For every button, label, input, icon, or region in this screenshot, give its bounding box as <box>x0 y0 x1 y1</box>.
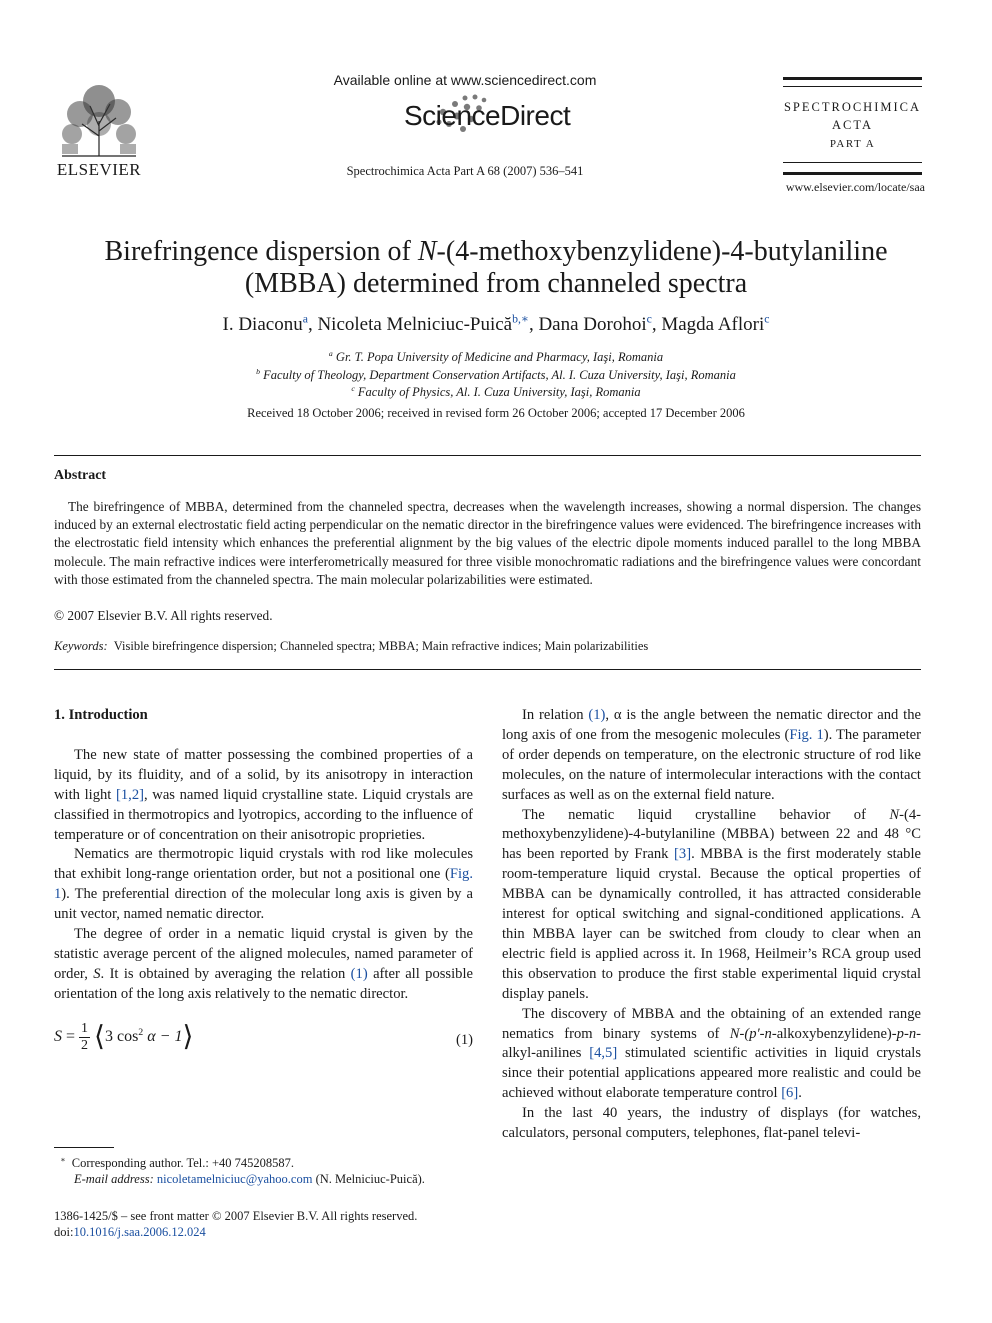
doi-label: doi: <box>54 1225 74 1239</box>
publisher-name: ELSEVIER <box>56 160 142 179</box>
author-affil-link[interactable]: a <box>302 312 308 326</box>
right-column <box>502 706 921 1144</box>
email-note <box>74 1171 493 1187</box>
keywords <box>54 639 921 654</box>
author-name: Magda Aflori <box>661 314 765 335</box>
abstract-text: The birefringence of MBBA, determined from the channeled spectra, decreases when the wavelength increases, showing a normal dispersion. The changes induced by an external electrostatic field acting perpendicular on the nematic director in the birefringence values were evidenced. The birefringence increases with the electrostatic field intensity which enhances the preferential alignment by the big values of the electric dipole moments induced parallel to the long MBBA molecule. The main refractive indices were interferometrically measured for three visible monochromatic radiations and the birefringence values were concordant with those estimated from the channeled spectra. The main molecular polarizabilities were estimated. <box>54 499 921 587</box>
affiliation-text: Gr. T. Popa University of Medicine and Pharmacy, Iaşi, Romania <box>335 350 664 364</box>
equation-1 <box>54 1015 473 1073</box>
footnote-text: Corresponding author. Tel.: +40 745208587. <box>71 1156 295 1170</box>
journal-logo-line1: SPECTROCHIMICA <box>783 100 922 114</box>
email-link[interactable]: nicoletamelniciuc@yahoo.com <box>156 1172 313 1186</box>
paragraph: In relation (1), α is the angle between the nematic director and the long axis of one from the mesogenic molecules (Fig. 1). The parameter of order depends on temperature, on the electronic structure of rod like molecules, on the nature of intermolecular interactions with the contact surfaces as well as on the external field nature. <box>502 707 922 803</box>
footnote-mark: ∗ <box>60 1154 66 1164</box>
keywords-list: Visible birefringence dispersion; Channeled spectra; MBBA; Main refractive indices; Main polarizabilities <box>113 639 649 653</box>
journal-logo-rule <box>783 162 922 163</box>
corresponding-author-note <box>54 1155 473 1171</box>
affiliation-mark: c <box>351 383 355 393</box>
author-name: I. Diaconu <box>222 314 303 335</box>
title-part: -(4-methoxybenzylidene)-4-butylaniline <box>436 236 888 267</box>
affiliation-mark: a <box>328 348 333 358</box>
citation-link[interactable]: [4,5] <box>589 1045 618 1062</box>
paragraph: The discovery of MBBA and the obtaining of an extended range nematics from binary systems of N-(p′-n-alkoxybenzylidene)-p-n-alkyl-anilines [4,5] stimulated scientific activities in liquid crystals since their potential applications appeared more realistic and could be achieved without elaborate temperature control [6]. <box>502 1005 921 1102</box>
keywords-label: Keywords: <box>54 639 108 653</box>
journal-logo-line2: ACTA <box>831 118 874 132</box>
author-name: Dana Dorohoi <box>538 314 647 335</box>
journal-logo-part: PART A <box>829 138 876 150</box>
paragraph: The degree of order in a nematic liquid crystal is given by the statistic average percent of the aligned molecules, named parameter of order, S. It is obtained by averaging the relation (1) after all possible orientation of the long axis relatively to the nematic director. <box>54 926 473 1002</box>
received-dates: Received 18 October 2006; received in revised form 26 October 2006; accepted 17 December 2006 <box>247 406 745 420</box>
paragraph: The nematic liquid crystalline behavior of N-(4-methoxybenzylidene)-4-butylaniline (MBBA) between 22 and 48 °C has been reported by Frank [3]. MBBA is the first moderately stable room-temperature liquid crystal. Because the optical properties of MBBA can be dynamically controlled, it has attracted considerable interest for optical switching and signal-conditioned applications. A thin MBBA layer can be switched from cloudy to clear when an electric field is applied across it. In 1968, Heilmeir’s RCA group used this observation to produce the first stable experimental liquid crystal display panels. <box>502 806 921 1002</box>
journal-logo-title <box>783 98 922 134</box>
author-list <box>60 314 932 336</box>
title-line2: (MBBA) determined from channeled spectra <box>244 268 748 299</box>
doi-line <box>54 1224 206 1240</box>
affiliation <box>60 350 932 365</box>
citation-link[interactable]: [3] <box>674 846 692 863</box>
figure-link[interactable]: Fig. 1 <box>789 726 824 743</box>
equation-link[interactable]: (1) <box>588 707 606 723</box>
sciencedirect-wordmark[interactable]: ScienceDirect <box>404 100 571 131</box>
author-name: Nicoleta Melniciuc-Puică <box>317 314 513 335</box>
equation-body: S = $\frac{1}{2}$ ⟨3 $\cos^2 \alpha$ − 1⟩ <box>54 1020 194 1053</box>
author-separator: , <box>651 314 662 335</box>
affiliation-mark: b <box>256 366 260 376</box>
affiliation <box>60 385 932 400</box>
available-online-text[interactable]: Available online at www.sciencedirect.com <box>333 72 597 88</box>
article-title <box>60 236 932 300</box>
citation-link[interactable]: [6] <box>781 1085 799 1102</box>
equation-number: (1) <box>455 1031 473 1048</box>
doi-link[interactable]: 10.1016/j.saa.2006.12.024 <box>73 1225 206 1239</box>
email-label: E-mail address: <box>74 1172 154 1186</box>
email-owner: (N. Melniciuc-Puică). <box>315 1172 425 1186</box>
author-separator: , <box>528 314 539 335</box>
paragraph: The new state of matter possessing the combined properties of a liquid, by its fluidity, and of a solid, by its anisotropy in interaction with light [1,2], was named liquid crystalline state. Liquid crystals are classified in thermotropics and lyotropics, according to the influence of temperature or of concentration on their anisotropic proprieties. <box>54 746 473 843</box>
author-affil-link[interactable]: c <box>646 312 652 326</box>
paragraph: Nematics are thermotropic liquid crystals with rod like molecules that exhibit long-range orientation order, but not a positional one (Fig. 1). The preferential direction of the molecular long axis is given by a unit vector, named nematic director. <box>54 846 473 923</box>
divider <box>54 455 921 456</box>
affiliation-text: Faculty of Physics, Al. I. Cuza University, Iaşi, Romania <box>357 385 641 399</box>
footnote-rule <box>54 1147 114 1148</box>
paragraph: In the last 40 years, the industry of displays (for watches, calculators, personal computers, telephones, flat-panel televi- <box>502 1105 921 1142</box>
figure-link[interactable]: Fig. 1 <box>54 866 473 903</box>
issn-line: 1386-1425/$ – see front matter © 2007 Elsevier B.V. All rights reserved. <box>54 1209 418 1223</box>
abstract-heading: Abstract <box>54 468 107 483</box>
title-italic-n: N <box>417 236 437 267</box>
divider <box>54 669 921 670</box>
left-column <box>54 706 473 1073</box>
copyright-notice: © 2007 Elsevier B.V. All rights reserved. <box>54 608 273 623</box>
citation-link[interactable]: [1,2] <box>116 786 144 803</box>
author-separator: , <box>307 314 318 335</box>
journal-logo-rule <box>783 77 922 80</box>
author-affil-link[interactable]: c <box>764 312 770 326</box>
title-part: Birefringence dispersion of <box>104 236 418 267</box>
journal-url-link[interactable]: www.elsevier.com/locate/saa <box>785 180 925 194</box>
affiliation-text: Faculty of Theology, Department Conservation Artifacts, Al. I. Cuza University, Iaşi, Romania <box>263 368 736 382</box>
affiliation <box>60 368 932 383</box>
section-heading: 1. Introduction <box>54 707 148 723</box>
author-affil-link[interactable]: b,∗ <box>512 312 529 326</box>
journal-logo-rule <box>783 86 922 87</box>
journal-reference: Spectrochimica Acta Part A 68 (2007) 536–541 <box>346 164 584 178</box>
journal-logo-rule <box>783 172 922 175</box>
equation-link[interactable]: (1) <box>350 965 368 982</box>
